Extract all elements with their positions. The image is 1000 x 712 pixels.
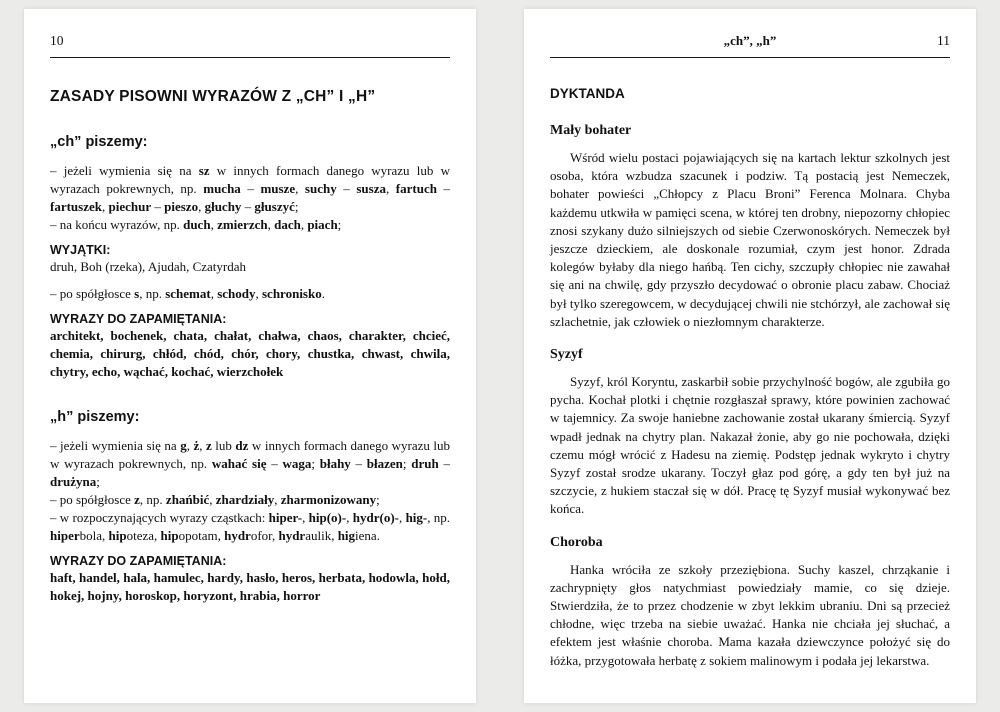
ch-rule-2: – na końcu wyrazów, np. duch, zmierzch, dach, piach; (50, 217, 342, 232)
article-syzyf (550, 347, 950, 519)
article-maly-bohater (550, 123, 950, 331)
h-word-list: haft, handel, hala, hamulec, hardy, hasło, heros, herbata, hodowla, hołd, hokej, hojny, horoskop, horyzont, hrabia, horror (50, 570, 450, 603)
ch-rule-1: – jeżeli wymienia się na sz w innych formach danego wyrazu lub w wyrazach pokrewnych, np. mucha – musze, suchy – susza, fartuch – fartuszek, piechur – pieszo, głuchy – głuszyć; (50, 163, 451, 214)
article-title: Choroba (550, 534, 603, 550)
article-title: Syzyf (550, 347, 583, 363)
running-head: „ch”, „h” (723, 33, 777, 48)
h-rule-1: – jeżeli wymienia się na g, ż, z lub dz w innych formach danego wyrazu lub w wyrazach pokrewnych, np. wahać się – waga; błahy – błazen; druh – drużyna; (50, 438, 450, 489)
dyktanda-heading: DYKTANDA (550, 86, 625, 101)
h-section-heading: „h” piszemy: (50, 409, 140, 425)
page-number-right: 11 (937, 33, 950, 48)
left-page-header (50, 33, 450, 53)
wyjatki-text: druh, Boh (rzeka), Ajudah, Czatyrdah (50, 259, 247, 274)
wyjatki-label: WYJĄTKI: (50, 243, 111, 257)
ch-rule-3: – po spółgłosce s, np. schemat, schody, schronisko. (50, 286, 325, 301)
article-text: Syzyf, król Koryntu, zaskarbił sobie przychylność bogów, ale zgubiła go pycha. Kochał plotki i chętnie rozgłaszał sprawy, które powinien zachować w tajemnicy. Za swoje haniebne zachowanie został ukarany śmiercią. Syzyf wpadł jednak na chytry plan. Nakazał żonie, aby go nie pochowała, dzięki czemu mógł wrócić z Hadesu na ziemię. Podstęp jednak wykryto i chytry Syzyf został srodze ukarany. Toczył głaz pod górę, a gdy ten był już na szczycie, z hukiem staczał się w dół. Pracę tę Syzyf musiał wykonywać bez końca. (550, 374, 950, 517)
article-text: Wśród wielu postaci pojawiających się na kartach lektur szkolnych jest osoba, która wzbudza szacunek i podziw. Tą postacią jest Nemeczek, bohater powieści „Chłopcy z Placu Broni” Ferenca Molnara. Chyba każdemu utkwiła w pamięci scena, w której ten drobny, niepozorny chłopiec znosi szykany dużo silniejszych od siebie Czerwonoskórych. Nemeczek był jeszcze dzieckiem, ale doskonale rozumiał, czym jest honor. Zdrada kolegów byłaby dla niego hańbą. Ten cichy, szczupły chłopiec nie zawahał się ani na chwilę, gdy przyszło decydować o obronie placu zabaw. Chociaż był tylko szeregowcem, w decydującej chwili nie stchórzył, ale zachował się szlachetnie, jak człowiek o niezłomnym charakterze. (550, 150, 950, 329)
left-page (24, 9, 476, 703)
article-text: Hanka wróciła ze szkoły przeziębiona. Suchy kaszel, chrząkanie i zachrypnięty głos natychmiast powiedziały mamie, co się dzieje. Stwierdziła, że to przez chodzenie w zbyt lekkim ubraniu. Dni są przecież chłodne, więc trzeba na siebie uważać. Hanka nie chciała jej słuchać, a efektem jest właśnie choroba. Mama kazała dziewczynce położyć się do łóżka, przygotowała herbatę z sokiem malinowym i podała jej lekarstwa. (550, 561, 950, 668)
ch-word-list: architekt, bochenek, chata, chałat, chałwa, chaos, charakter, chcieć, chemia, chirurg, chłód, chód, chór, chory, chustka, chwast, chwila, chytry, echo, wąchać, kochać, wierzchołek (50, 328, 450, 379)
page-title: ZASADY PISOWNI WYRAZÓW Z „CH” I „H” (50, 88, 376, 105)
ch-section-heading: „ch” piszemy: (50, 134, 148, 150)
right-page (524, 9, 976, 703)
ch-zapamietania-label: WYRAZY DO ZAPAMIĘTANIA: (50, 312, 227, 326)
page-number-left: 10 (50, 33, 64, 48)
article-choroba (550, 535, 950, 670)
h-rule-2: – po spółgłosce z, np. zhańbić, zhardziały, zharmonizowany; (50, 492, 380, 507)
right-page-header (550, 33, 950, 53)
left-header-rule (50, 57, 450, 58)
h-rule-3: – w rozpoczynających wyrazy cząstkach: hiper-, hip(o)-, hydr(o)-, hig-, np. hiperbola, hipoteza, hipopotam, hydrofor, hydraulik, higiena. (50, 510, 451, 543)
article-title: Mały bohater (550, 123, 632, 138)
right-header-rule (550, 57, 950, 58)
h-zapamietania-label: WYRAZY DO ZAPAMIĘTANIA: (50, 554, 227, 568)
